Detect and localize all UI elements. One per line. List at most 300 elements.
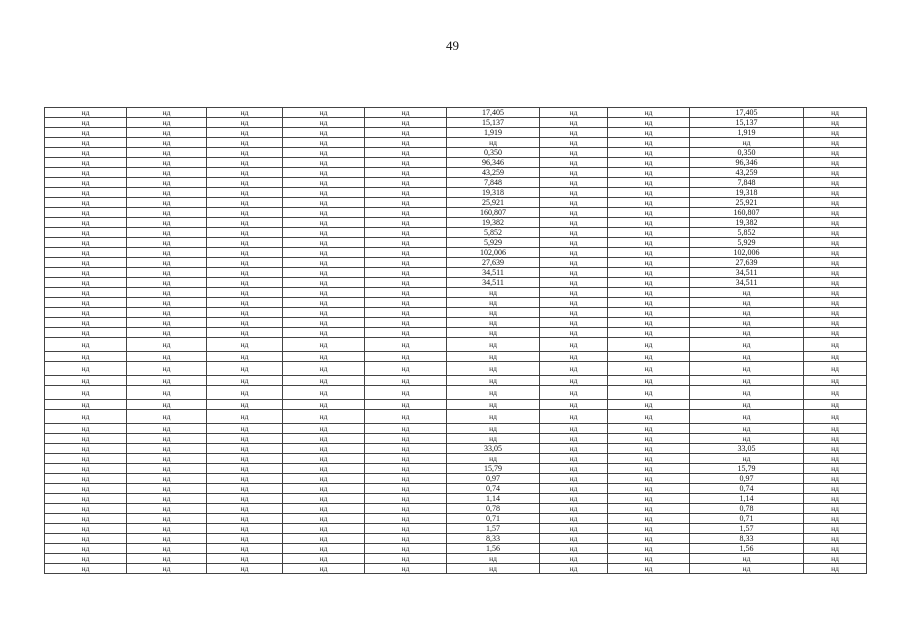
table-cell: нд	[447, 318, 540, 328]
table-cell: нд	[127, 268, 207, 278]
table-cell: нд	[804, 534, 867, 544]
table-cell: нд	[207, 410, 283, 424]
table-cell: нд	[207, 554, 283, 564]
table-cell: нд	[608, 238, 690, 248]
table-cell: нд	[690, 338, 804, 352]
table-cell: нд	[540, 258, 608, 268]
table-cell: нд	[365, 544, 447, 554]
table-cell: нд	[447, 454, 540, 464]
table-cell: нд	[608, 188, 690, 198]
table-cell: нд	[207, 218, 283, 228]
table-row	[45, 410, 867, 424]
table-cell: нд	[45, 248, 127, 258]
table-cell: нд	[608, 400, 690, 410]
table-cell: нд	[45, 494, 127, 504]
table-cell: нд	[283, 168, 365, 178]
table-cell: нд	[207, 248, 283, 258]
table-cell: нд	[804, 514, 867, 524]
table-row	[45, 188, 867, 198]
table-cell: нд	[45, 288, 127, 298]
table-cell: нд	[447, 328, 540, 338]
table-cell: нд	[45, 514, 127, 524]
table-cell: нд	[283, 494, 365, 504]
table-cell: нд	[365, 118, 447, 128]
table-cell: нд	[608, 524, 690, 534]
table-cell: нд	[283, 362, 365, 376]
table-cell: нд	[804, 362, 867, 376]
table-cell: нд	[690, 424, 804, 434]
table-cell: нд	[45, 108, 127, 118]
table-cell: нд	[804, 118, 867, 128]
table-cell: нд	[608, 484, 690, 494]
table-row	[45, 434, 867, 444]
table-cell: 0,97	[447, 474, 540, 484]
table-cell: нд	[283, 208, 365, 218]
table-cell: нд	[447, 376, 540, 386]
table-cell: нд	[283, 524, 365, 534]
table-cell: нд	[365, 362, 447, 376]
table-row	[45, 198, 867, 208]
table-cell: нд	[207, 338, 283, 352]
table-cell: нд	[207, 444, 283, 454]
table-cell: 1,56	[447, 544, 540, 554]
table-cell: нд	[283, 318, 365, 328]
table-cell: нд	[207, 400, 283, 410]
table-cell: нд	[540, 362, 608, 376]
table-cell: нд	[45, 278, 127, 288]
table-cell: нд	[127, 494, 207, 504]
table-cell: нд	[365, 514, 447, 524]
table-cell: нд	[804, 208, 867, 218]
table-cell: нд	[690, 410, 804, 424]
table-row	[45, 178, 867, 188]
table-cell: нд	[804, 218, 867, 228]
table-cell: нд	[804, 308, 867, 318]
table-row	[45, 400, 867, 410]
table-cell: нд	[365, 410, 447, 424]
table-cell: 1,57	[447, 524, 540, 534]
table-cell: нд	[540, 514, 608, 524]
table-cell: нд	[447, 400, 540, 410]
table-cell: нд	[608, 138, 690, 148]
table-cell: нд	[127, 338, 207, 352]
table-cell: нд	[540, 278, 608, 288]
table-cell: нд	[608, 278, 690, 288]
table-cell: нд	[365, 278, 447, 288]
table-row	[45, 454, 867, 464]
table-cell: нд	[365, 464, 447, 474]
table-cell: нд	[608, 444, 690, 454]
table-cell: нд	[447, 308, 540, 318]
table-cell: нд	[283, 298, 365, 308]
table-cell: нд	[127, 148, 207, 158]
table-cell: нд	[804, 564, 867, 574]
table-cell: нд	[127, 514, 207, 524]
table-cell: нд	[804, 188, 867, 198]
table-cell: нд	[447, 424, 540, 434]
table-cell: нд	[45, 268, 127, 278]
table-cell: нд	[207, 168, 283, 178]
table-cell: нд	[690, 318, 804, 328]
table-cell: нд	[207, 564, 283, 574]
table-cell: нд	[207, 328, 283, 338]
table-cell: нд	[283, 434, 365, 444]
table-cell: нд	[540, 268, 608, 278]
table-cell: нд	[283, 376, 365, 386]
table-cell: нд	[447, 352, 540, 362]
table-cell: нд	[365, 228, 447, 238]
table-cell: нд	[283, 544, 365, 554]
table-cell: нд	[365, 308, 447, 318]
table-cell: нд	[690, 386, 804, 400]
table-row	[45, 118, 867, 128]
table-cell: нд	[127, 400, 207, 410]
table-cell: нд	[540, 484, 608, 494]
table-cell: 5,929	[447, 238, 540, 248]
table-cell: нд	[540, 434, 608, 444]
table-cell: 1,919	[690, 128, 804, 138]
table-cell: 1,56	[690, 544, 804, 554]
table-cell: нд	[365, 504, 447, 514]
table-cell: нд	[608, 218, 690, 228]
table-row	[45, 544, 867, 554]
table-cell: нд	[365, 494, 447, 504]
table-cell: нд	[540, 410, 608, 424]
table-cell: нд	[45, 434, 127, 444]
table-row	[45, 328, 867, 338]
table-cell: нд	[127, 318, 207, 328]
table-cell: нд	[365, 198, 447, 208]
table-cell: нд	[207, 318, 283, 328]
table-cell: нд	[608, 410, 690, 424]
table-cell: нд	[45, 178, 127, 188]
table-cell: нд	[283, 514, 365, 524]
table-cell: 0,78	[447, 504, 540, 514]
table-cell: 15,137	[447, 118, 540, 128]
table-cell: 5,852	[447, 228, 540, 238]
table-cell: нд	[45, 138, 127, 148]
table-cell: нд	[540, 534, 608, 544]
table-cell: нд	[540, 454, 608, 464]
table-cell: нд	[127, 278, 207, 288]
table-cell: нд	[365, 168, 447, 178]
table-cell: нд	[365, 400, 447, 410]
table-cell: нд	[207, 118, 283, 128]
table-cell: 25,921	[447, 198, 540, 208]
table-cell: 0,350	[447, 148, 540, 158]
table-cell: нд	[608, 118, 690, 128]
table-cell: нд	[207, 352, 283, 362]
table-cell: нд	[804, 454, 867, 464]
table-cell: нд	[283, 534, 365, 544]
table-cell: нд	[45, 544, 127, 554]
table-cell: нд	[608, 534, 690, 544]
table-cell: нд	[127, 138, 207, 148]
table-cell: нд	[207, 386, 283, 400]
table-cell: нд	[608, 298, 690, 308]
table-cell: нд	[365, 268, 447, 278]
table-cell: нд	[540, 554, 608, 564]
table-cell: нд	[540, 288, 608, 298]
table-cell: нд	[127, 128, 207, 138]
table-cell: 33,05	[447, 444, 540, 454]
table-cell: нд	[365, 218, 447, 228]
table-cell: нд	[127, 484, 207, 494]
table-cell: нд	[127, 464, 207, 474]
table-cell: 102,006	[690, 248, 804, 258]
table-cell: нд	[207, 494, 283, 504]
table-row	[45, 298, 867, 308]
table-cell: нд	[45, 238, 127, 248]
table-cell: 19,318	[690, 188, 804, 198]
table-cell: нд	[540, 238, 608, 248]
table-cell: нд	[540, 494, 608, 504]
table-cell: нд	[45, 524, 127, 534]
table-cell: нд	[283, 400, 365, 410]
table-cell: нд	[804, 484, 867, 494]
table-row	[45, 238, 867, 248]
table-cell: нд	[365, 454, 447, 464]
table-cell: нд	[45, 564, 127, 574]
table-cell: нд	[365, 352, 447, 362]
table-cell: нд	[804, 338, 867, 352]
table-cell: нд	[207, 178, 283, 188]
table-cell: 27,639	[690, 258, 804, 268]
table-cell: 0,97	[690, 474, 804, 484]
table-cell: нд	[690, 362, 804, 376]
table-cell: нд	[207, 484, 283, 494]
table-cell: нд	[207, 138, 283, 148]
table-cell: нд	[127, 564, 207, 574]
table-cell: нд	[690, 352, 804, 362]
table-cell: нд	[608, 268, 690, 278]
table-cell: нд	[690, 288, 804, 298]
table-cell: нд	[127, 454, 207, 464]
table-cell: нд	[283, 198, 365, 208]
table-cell: нд	[540, 400, 608, 410]
table-cell: нд	[127, 228, 207, 238]
table-cell: нд	[690, 308, 804, 318]
table-cell: 5,929	[690, 238, 804, 248]
table-cell: нд	[365, 208, 447, 218]
table-cell: нд	[804, 238, 867, 248]
table-cell: нд	[127, 362, 207, 376]
table-cell: нд	[45, 484, 127, 494]
table-cell: нд	[207, 238, 283, 248]
table-cell: нд	[804, 494, 867, 504]
table-cell: нд	[540, 564, 608, 574]
table-cell: 17,405	[447, 108, 540, 118]
table-cell: нд	[447, 138, 540, 148]
table-cell: 0,78	[690, 504, 804, 514]
table-cell: нд	[365, 554, 447, 564]
table-cell: нд	[608, 258, 690, 268]
table-cell: нд	[447, 362, 540, 376]
table-cell: нд	[45, 504, 127, 514]
table-cell: нд	[207, 268, 283, 278]
table-cell: нд	[127, 298, 207, 308]
table-cell: нд	[127, 308, 207, 318]
table-cell: нд	[365, 424, 447, 434]
table-cell: нд	[207, 288, 283, 298]
table-row	[45, 218, 867, 228]
table-row	[45, 128, 867, 138]
table-cell: нд	[804, 178, 867, 188]
table-cell: нд	[283, 108, 365, 118]
table-cell: нд	[365, 298, 447, 308]
table-cell: нд	[283, 188, 365, 198]
table-cell: нд	[207, 128, 283, 138]
table-cell: нд	[207, 434, 283, 444]
table-cell: нд	[45, 464, 127, 474]
table-cell: 1,57	[690, 524, 804, 534]
table-cell: нд	[540, 298, 608, 308]
table-cell: нд	[540, 118, 608, 128]
table-cell: нд	[608, 308, 690, 318]
table-cell: нд	[207, 228, 283, 238]
table-cell: нд	[365, 258, 447, 268]
table-cell: нд	[45, 554, 127, 564]
table-cell: нд	[283, 258, 365, 268]
table-cell: нд	[608, 168, 690, 178]
table-cell: нд	[365, 108, 447, 118]
table-row	[45, 564, 867, 574]
table-cell: нд	[608, 494, 690, 504]
table-cell: нд	[804, 504, 867, 514]
table-row	[45, 338, 867, 352]
table-cell: нд	[127, 474, 207, 484]
table-row	[45, 158, 867, 168]
table-cell: нд	[608, 148, 690, 158]
table-cell: 33,05	[690, 444, 804, 454]
table-cell: 160,807	[690, 208, 804, 218]
table-row	[45, 288, 867, 298]
table-cell: нд	[608, 158, 690, 168]
table-cell: нд	[127, 376, 207, 386]
table-cell: нд	[804, 128, 867, 138]
table-cell: нд	[207, 534, 283, 544]
table-cell: нд	[283, 424, 365, 434]
table-cell: нд	[608, 464, 690, 474]
table-cell: нд	[127, 188, 207, 198]
table-cell: нд	[45, 534, 127, 544]
table-cell: 5,852	[690, 228, 804, 238]
table-cell: нд	[45, 444, 127, 454]
table-cell: нд	[365, 188, 447, 198]
table-cell: нд	[447, 288, 540, 298]
table-cell: нд	[207, 188, 283, 198]
table-cell: нд	[690, 564, 804, 574]
table-cell: нд	[608, 564, 690, 574]
table-cell: нд	[283, 444, 365, 454]
table-row	[45, 148, 867, 158]
table-cell: нд	[690, 454, 804, 464]
table-cell: 7,848	[447, 178, 540, 188]
table-cell: нд	[207, 278, 283, 288]
table-cell: нд	[283, 338, 365, 352]
table-cell: нд	[127, 352, 207, 362]
table-row	[45, 524, 867, 534]
table-cell: 19,382	[447, 218, 540, 228]
table-cell: нд	[365, 444, 447, 454]
table-cell: нд	[447, 564, 540, 574]
table-cell: нд	[127, 198, 207, 208]
table-cell: нд	[45, 474, 127, 484]
table-row	[45, 248, 867, 258]
table-cell: нд	[45, 328, 127, 338]
table-row	[45, 554, 867, 564]
table-cell: нд	[207, 198, 283, 208]
table-cell: нд	[283, 268, 365, 278]
table-cell: нд	[45, 208, 127, 218]
table-cell: нд	[365, 178, 447, 188]
table-cell: нд	[540, 178, 608, 188]
table-cell: нд	[540, 108, 608, 118]
table-cell: нд	[804, 554, 867, 564]
table-cell: нд	[804, 258, 867, 268]
table-cell: нд	[127, 444, 207, 454]
table-cell: нд	[45, 218, 127, 228]
table-cell: нд	[283, 352, 365, 362]
table-cell: 8,33	[690, 534, 804, 544]
table-cell: нд	[45, 386, 127, 400]
table-cell: 1,919	[447, 128, 540, 138]
table-cell: нд	[207, 376, 283, 386]
table-cell: нд	[540, 218, 608, 228]
data-table	[44, 107, 867, 574]
table-cell: нд	[283, 484, 365, 494]
table-row	[45, 278, 867, 288]
table-cell: нд	[804, 318, 867, 328]
table-row	[45, 376, 867, 386]
table-cell: нд	[540, 524, 608, 534]
table-cell: нд	[690, 376, 804, 386]
table-cell: нд	[45, 118, 127, 128]
table-cell: нд	[608, 108, 690, 118]
table-row	[45, 424, 867, 434]
table-cell: нд	[540, 464, 608, 474]
table-cell: нд	[283, 178, 365, 188]
table-cell: нд	[283, 148, 365, 158]
table-cell: нд	[45, 168, 127, 178]
table-cell: нд	[283, 228, 365, 238]
table-row	[45, 494, 867, 504]
table-cell: нд	[283, 278, 365, 288]
table-cell: нд	[127, 218, 207, 228]
table-row	[45, 484, 867, 494]
table-cell: 19,318	[447, 188, 540, 198]
table-cell: нд	[608, 178, 690, 188]
table-cell: нд	[804, 544, 867, 554]
table-cell: нд	[608, 544, 690, 554]
table-cell: нд	[127, 544, 207, 554]
table-row	[45, 464, 867, 474]
table-row	[45, 386, 867, 400]
table-row	[45, 534, 867, 544]
table-cell: нд	[608, 554, 690, 564]
table-cell: нд	[690, 554, 804, 564]
table-cell: нд	[365, 288, 447, 298]
table-cell: нд	[447, 298, 540, 308]
table-cell: нд	[540, 208, 608, 218]
table-cell: 102,006	[447, 248, 540, 258]
table-cell: нд	[207, 298, 283, 308]
table-cell: нд	[365, 318, 447, 328]
table-cell: нд	[540, 138, 608, 148]
table-cell: нд	[540, 504, 608, 514]
table-cell: 34,511	[447, 268, 540, 278]
table-cell: нд	[608, 434, 690, 444]
